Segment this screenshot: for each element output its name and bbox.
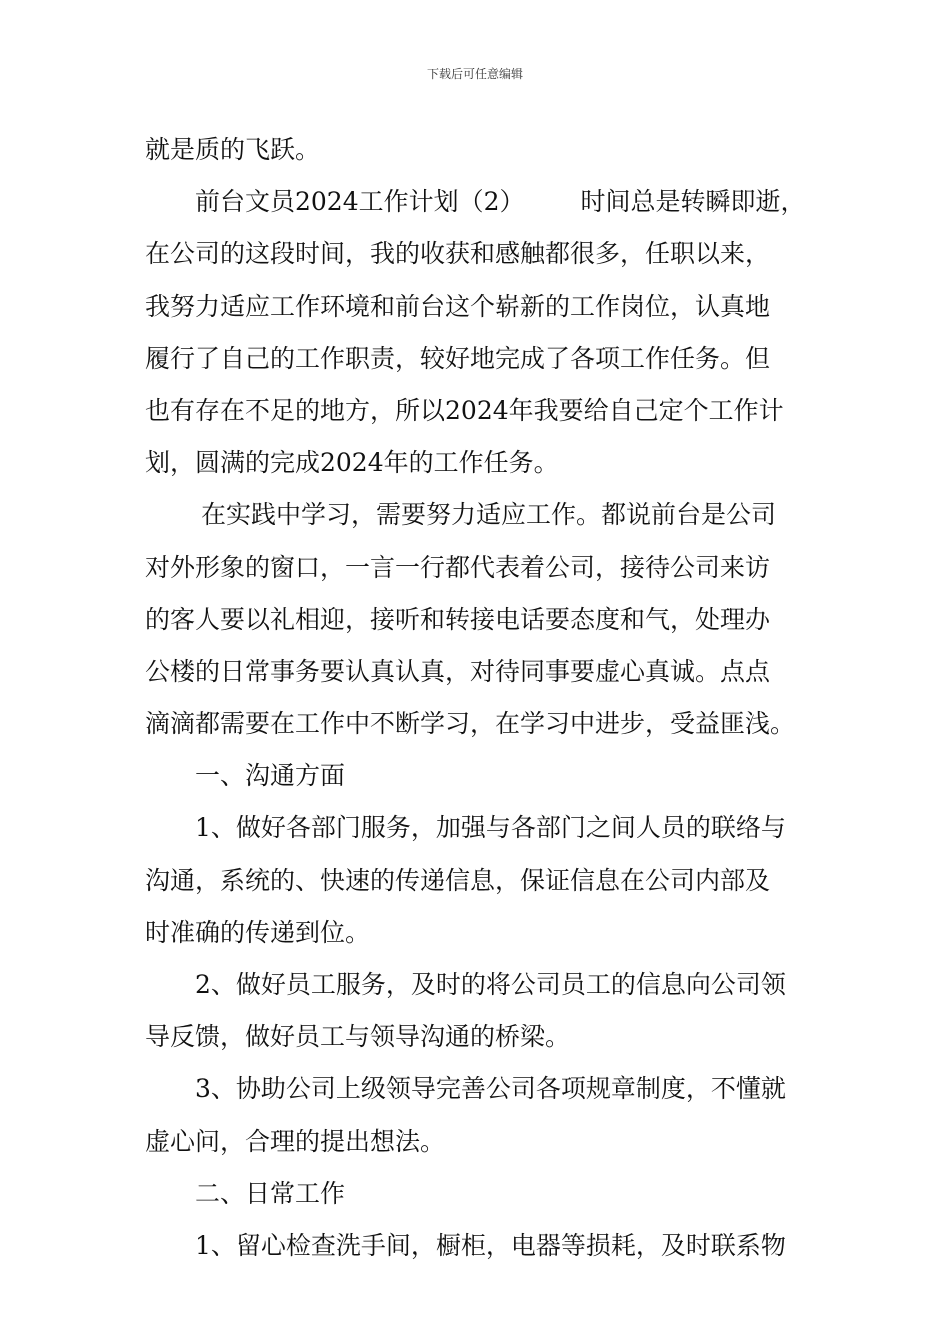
document-body: [145, 124, 809, 1272]
paragraph-line: 也有存在不足的地方，所以2024年我要给自己定个工作计: [145, 395, 784, 425]
paragraph-line: 虚心问，合理的提出想法。: [145, 1126, 446, 1156]
paragraph-line: 就是质的飞跃。: [145, 135, 321, 164]
paragraph-line: 1、做好各部门服务，加强与各部门之间人员的联络与: [195, 813, 786, 843]
paragraph-line: 划，圆满的完成2024年的工作任务。: [145, 448, 559, 478]
paragraph-text: 时间总是转瞬即逝，: [580, 187, 806, 217]
paragraph-line: 对外形象的窗口，一言一行都代表着公司，接待公司来访: [145, 552, 771, 582]
paragraph-line: 1、留心检查洗手间，橱柜，电器等损耗，及时联系物: [195, 1230, 786, 1260]
paragraph-line: 在公司的这段时间，我的收获和感触都很多，任职以来，: [145, 239, 771, 269]
paragraph-line: 在实践中学习，需要努力适应工作。都说前台是公司: [201, 500, 777, 530]
paragraph-line: 的客人要以礼相迎，接听和转接电话要态度和气，处理办: [145, 604, 771, 634]
paragraph-line: 履行了自己的工作职责，较好地完成了各项工作任务。但: [145, 343, 771, 373]
paragraph-line: 2、做好员工服务，及时的将公司员工的信息向公司领: [195, 970, 786, 999]
section-title: 前台文员2024工作计划（2）: [195, 187, 525, 217]
paragraph-line: 时准确的传递到位。: [145, 917, 371, 947]
section-heading: 一、沟通方面: [195, 761, 346, 791]
paragraph-line: 滴滴都需要在工作中不断学习，在学习中进步，受益匪浅。: [145, 709, 796, 739]
paragraph-line: [145, 176, 809, 228]
paragraph-line: 我努力适应工作环境和前台这个崭新的工作岗位，认真地: [145, 291, 771, 321]
paragraph-line: 公楼的日常事务要认真认真，对待同事要虚心真诚。点点: [145, 656, 771, 686]
paragraph-line: 沟通，系统的、快速的传递信息，保证信息在公司内部及: [145, 865, 771, 895]
page-header: 下载后可任意编辑: [426, 67, 523, 81]
section-heading: 二、日常工作: [195, 1178, 346, 1208]
paragraph-line: 3、协助公司上级领导完善公司各项规章制度，不懂就: [195, 1074, 786, 1104]
paragraph-line: 导反馈，做好员工与领导沟通的桥梁。: [145, 1022, 571, 1052]
